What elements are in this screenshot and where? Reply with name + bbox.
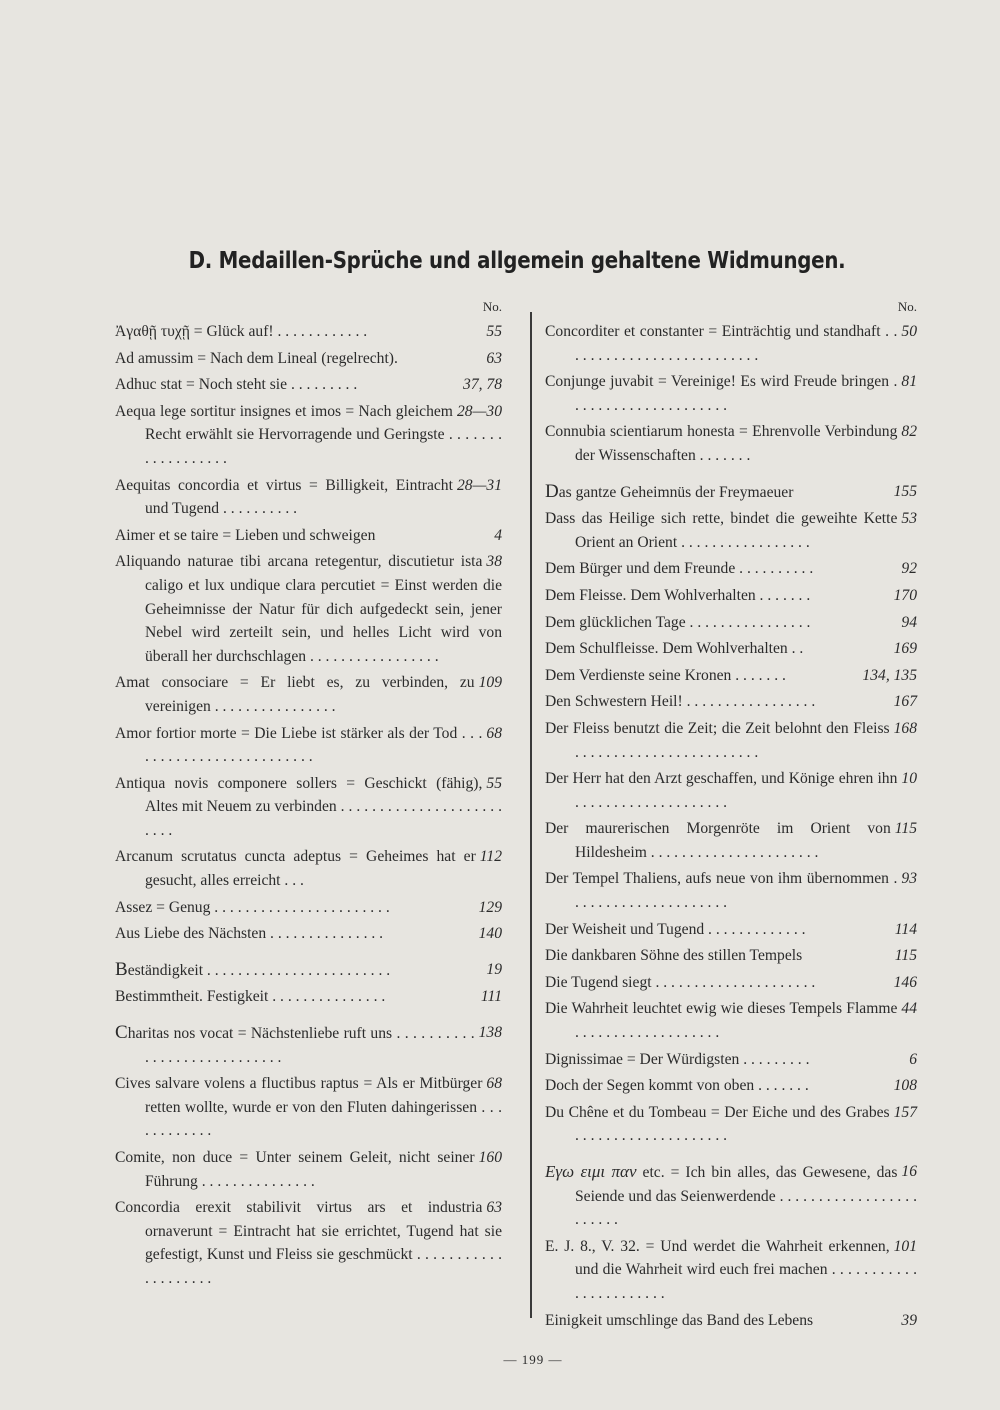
- entry-number: 160: [478, 1149, 502, 1166]
- entry-text: Assez = Genug . . . . . . . . . . . . . . . . . . . . . . .: [115, 898, 390, 916]
- entry-number: 63: [486, 349, 502, 367]
- index-entry: [115, 671, 502, 718]
- page-title: D. Medaillen-Sprüche und allgemein gehaltene Widmungen.: [188, 248, 846, 274]
- entry-initial: Εγω ειμι παν: [545, 1162, 637, 1181]
- entry-number: 55: [486, 774, 502, 792]
- entry-text: Die Tugend siegt . . . . . . . . . . . . . . . . . . . . .: [545, 973, 816, 991]
- entry-text: Die Wahrheit leuchtet ewig wie dieses Tempels Flamme . . . . . . . . . . . . . . . . . . .: [545, 1000, 898, 1042]
- entry-text: Dignissimae = Der Würdigsten . . . . . . . . .: [545, 1050, 810, 1068]
- index-entry: [115, 958, 502, 983]
- entry-text: Der Weisheit und Tugend . . . . . . . . . . . . .: [545, 920, 806, 938]
- index-entry: [545, 480, 917, 505]
- entry-number: 108: [893, 1077, 917, 1095]
- entry-number: 39: [901, 1311, 917, 1329]
- entry-text: haritas nos vocat = Nächstenliebe ruft uns . . . . . . . . . . . . . . . . . . . . . . . . . . . .: [127, 1025, 475, 1066]
- entry-text: Aus Liebe des Nächsten . . . . . . . . . . . . . . .: [115, 925, 384, 943]
- entry-text: eständigkeit . . . . . . . . . . . . . . . . . . . . . . . .: [127, 961, 391, 979]
- entry-text: Concordia erexit stabilivit virtus ars et industria ornaverunt = Eintracht hat sie errichtet, Tugend hat sie gefestigt, Kunst und Fleiss sie geschmückt . . . . . . . . . . . . . . . . . . . .: [115, 1199, 502, 1287]
- entry-text: Arcanum scrutatus cuncta adeptus = Geheimes hat er gesucht, alles erreicht . . .: [115, 848, 476, 890]
- index-entry: [545, 1309, 917, 1333]
- entry-number: 155: [893, 482, 917, 500]
- entry-text: E. J. 8., V. 32. = Und werdet die Wahrheit erkennen, und die Wahrheit wird euch frei machen . . . . . . . . . . . . . . . . . . . . . . .: [545, 1237, 917, 1302]
- entry-text: etc. = Ich bin alles, das Gewesene, das Seiende und das Seienwerdende . . . . . . . . . . . . . . . . . . . . . . . .: [575, 1164, 917, 1229]
- entry-number: 170: [893, 586, 917, 604]
- right-column: [545, 298, 917, 1335]
- index-entry: [545, 767, 917, 814]
- entry-text: Den Schwestern Heil! . . . . . . . . . . . . . . . . .: [545, 693, 816, 711]
- entry-initial: B: [115, 958, 128, 980]
- entry-text: Aimer et se taire = Lieben und schweigen: [115, 526, 376, 544]
- index-entry: [115, 524, 502, 548]
- entry-text: Dass das Heilige sich rette, bindet die geweihte Kette Orient an Orient . . . . . . . . . . . . . . . . .: [545, 510, 898, 551]
- entry-number: 68: [486, 1075, 502, 1093]
- entry-number: 68: [486, 724, 502, 742]
- column-divider: [530, 312, 532, 1318]
- index-entry: [115, 373, 502, 397]
- entry-number: 63: [486, 1199, 502, 1217]
- index-entry: [115, 1072, 502, 1143]
- entry-number: 140: [478, 925, 502, 943]
- index-entry: [545, 557, 917, 581]
- index-entry: [115, 722, 502, 769]
- index-entry: [545, 690, 917, 714]
- index-entry: [545, 1074, 917, 1098]
- entry-text: Dem glücklichen Tage . . . . . . . . . . . . . . . .: [545, 613, 811, 631]
- entry-text: Adhuc stat = Noch steht sie . . . . . . . . .: [115, 376, 358, 394]
- index-entry: [545, 997, 917, 1044]
- entry-text: Der Fleiss benutzt die Zeit; die Zeit belohnt den Fleiss . . . . . . . . . . . . . . . . . . . . . . . .: [545, 719, 890, 761]
- entry-number: 138: [478, 1024, 502, 1042]
- entry-number: 44: [901, 1000, 917, 1018]
- entry-initial: D: [545, 480, 559, 502]
- index-entry: [115, 1021, 502, 1069]
- entry-number: 38: [486, 553, 502, 571]
- entry-number: 10: [901, 770, 917, 788]
- entry-text: Cives salvare volens a fluctibus raptus = Als er Mitbürger retten wollte, wurde er von den Fluten dahingerissen . . . . . . . . . . . .: [115, 1075, 502, 1140]
- index-entry: [545, 717, 917, 764]
- entry-number: 129: [478, 898, 502, 916]
- index-entry: [115, 400, 502, 471]
- entry-text: Dem Verdienste seine Kronen . . . . . . .: [545, 666, 786, 684]
- entry-number: 168: [893, 719, 917, 737]
- entry-text: Dem Fleisse. Dem Wohlverhalten . . . . . . .: [545, 586, 811, 604]
- entry-text: Amor fortior morte = Die Liebe ist stärker als der Tod . . . . . . . . . . . . . . . . . . . . . . . . .: [115, 724, 483, 766]
- entry-number: 53: [901, 510, 917, 528]
- entry-number: 109: [478, 674, 502, 692]
- right-entry-list: [545, 320, 917, 1332]
- index-entry: [545, 664, 917, 688]
- entry-text: Aequa lege sortitur insignes et imos = Nach gleichem Recht erwählt sie Hervorragende und Geringste . . . . . . . . . . . . . . . . . .: [115, 402, 502, 467]
- index-entry: [115, 474, 502, 521]
- entry-number: 93: [901, 870, 917, 888]
- entry-text: Bestimmtheit. Festigkeit . . . . . . . . . . . . . . .: [115, 988, 386, 1006]
- entry-number: 111: [480, 988, 502, 1006]
- entry-number: 6: [909, 1050, 917, 1068]
- entry-number: 92: [901, 560, 917, 578]
- index-entry: [545, 507, 917, 554]
- index-entry: [545, 971, 917, 995]
- index-entry: [545, 370, 917, 417]
- entry-number: 167: [893, 693, 917, 711]
- index-entry: [545, 1101, 917, 1148]
- index-entry: [545, 867, 917, 914]
- entry-text: Connubia scientiarum honesta = Ehrenvolle Verbindung der Wissenschaften . . . . . . .: [545, 423, 898, 464]
- index-entry: [545, 944, 917, 968]
- entry-number: 19: [486, 960, 502, 978]
- entry-text: Die dankbaren Söhne des stillen Tempels: [545, 947, 803, 965]
- entry-number: 82: [901, 423, 917, 441]
- index-entry: [545, 918, 917, 942]
- entry-number: 146: [893, 973, 917, 991]
- entry-number: 55: [486, 323, 502, 340]
- entry-number: 81: [901, 373, 917, 391]
- index-entry: [115, 922, 502, 946]
- entry-number: 101: [893, 1237, 917, 1255]
- index-entry: [115, 985, 502, 1009]
- index-entry: [115, 320, 502, 344]
- index-entry: [545, 1048, 917, 1072]
- entry-number: 28—31: [456, 476, 502, 494]
- column-header-no: No.: [897, 299, 917, 314]
- entry-number: 94: [901, 613, 917, 631]
- index-entry: [545, 817, 917, 864]
- entry-number: 114: [894, 920, 917, 938]
- entry-number: 115: [894, 820, 917, 838]
- index-entry: [115, 347, 502, 371]
- entry-text: Doch der Segen kommt von oben . . . . . . .: [545, 1077, 809, 1095]
- entry-number: 37, 78: [463, 376, 502, 394]
- entry-text: Der Tempel Thaliens, aufs neue von ihm übernommen . . . . . . . . . . . . . . . . . . . . .: [545, 870, 898, 912]
- left-column: [115, 298, 502, 1294]
- entry-text: as gantze Geheimnüs der Freymaeuer: [558, 483, 794, 501]
- index-entry: [545, 1235, 917, 1306]
- entry-text: Conjunge juvabit = Vereinige! Es wird Freude bringen . . . . . . . . . . . . . . . . . . . . .: [545, 373, 898, 414]
- index-entry: [115, 896, 502, 920]
- entry-number: 4: [494, 526, 502, 544]
- entry-number: 115: [894, 947, 917, 965]
- entry-text: Aliquando naturae tibi arcana retegentur, discutietur ista caligo et lux undique clara percutiet = Einst werden die Geheimnisse der Natur für dich aufgedeckt sein, jener Nebel wird zerteilt sein, und helles Licht wird von überall her durchschlagen . . . . . . . . . . . . . . . . .: [115, 553, 502, 665]
- index-entry: [115, 1146, 502, 1193]
- entry-number: 16: [901, 1163, 917, 1180]
- index-entry: [115, 845, 502, 892]
- entry-text: Der Herr hat den Arzt geschaffen, und Könige ehren ihn . . . . . . . . . . . . . . . . . . . .: [545, 770, 898, 811]
- entry-number: 169: [893, 640, 917, 658]
- index-entry: [545, 584, 917, 608]
- left-entry-list: [115, 320, 502, 1291]
- entry-text: Antiqua novis componere sollers = Geschickt (fähig), Altes mit Neuem zu verbinden . . . . . . . . . . . . . . . . . . . . . . . . .: [115, 774, 502, 839]
- entry-initial: C: [115, 1022, 128, 1044]
- index-entry: [545, 611, 917, 635]
- index-entry: [115, 772, 502, 843]
- index-entry: [545, 320, 917, 367]
- entry-text: Der maurerischen Morgenröte im Orient von Hildesheim . . . . . . . . . . . . . . . . . . . . . .: [545, 820, 891, 861]
- entry-text: Concorditer et constanter = Einträchtig und standhaft . . . . . . . . . . . . . . . . . . . . . . . . . .: [545, 323, 898, 364]
- entry-text: Dem Bürger und dem Freunde . . . . . . . . . .: [545, 560, 814, 578]
- entry-text: Amat consociare = Er liebt es, zu verbinden, zu vereinigen . . . . . . . . . . . . . . . .: [115, 674, 475, 715]
- entry-text: Ἀγαθῇ τυχῇ = Glück auf! . . . . . . . . . . . .: [115, 323, 368, 340]
- entry-number: 50: [901, 323, 917, 340]
- entry-number: 157: [893, 1103, 917, 1121]
- entry-text: Dem Schulfleisse. Dem Wohlverhalten . .: [545, 640, 804, 658]
- entry-text: Ad amussim = Nach dem Lineal (regelrecht).: [115, 349, 398, 367]
- entry-text: Comite, non duce = Unter seinem Geleit, nicht seiner Führung . . . . . . . . . . . . . . .: [115, 1149, 475, 1190]
- page-number: — 199 —: [503, 1352, 563, 1367]
- index-entry: [545, 1160, 917, 1232]
- entry-text: Aequitas concordia et virtus = Billigkeit, Eintracht und Tugend . . . . . . . . . .: [115, 476, 453, 518]
- entry-text: Einigkeit umschlinge das Band des Lebens: [545, 1311, 814, 1329]
- index-entry: [545, 637, 917, 661]
- entry-number: 112: [479, 848, 502, 866]
- entry-number: 28—30: [456, 402, 502, 420]
- column-header-no: No.: [482, 299, 502, 314]
- entry-number: 134, 135: [862, 666, 917, 684]
- entry-text: Du Chêne et du Tombeau = Der Eiche und des Grabes . . . . . . . . . . . . . . . . . . . .: [545, 1103, 890, 1145]
- index-entry: [115, 550, 502, 668]
- index-entry: [545, 420, 917, 467]
- index-entry: [115, 1196, 502, 1290]
